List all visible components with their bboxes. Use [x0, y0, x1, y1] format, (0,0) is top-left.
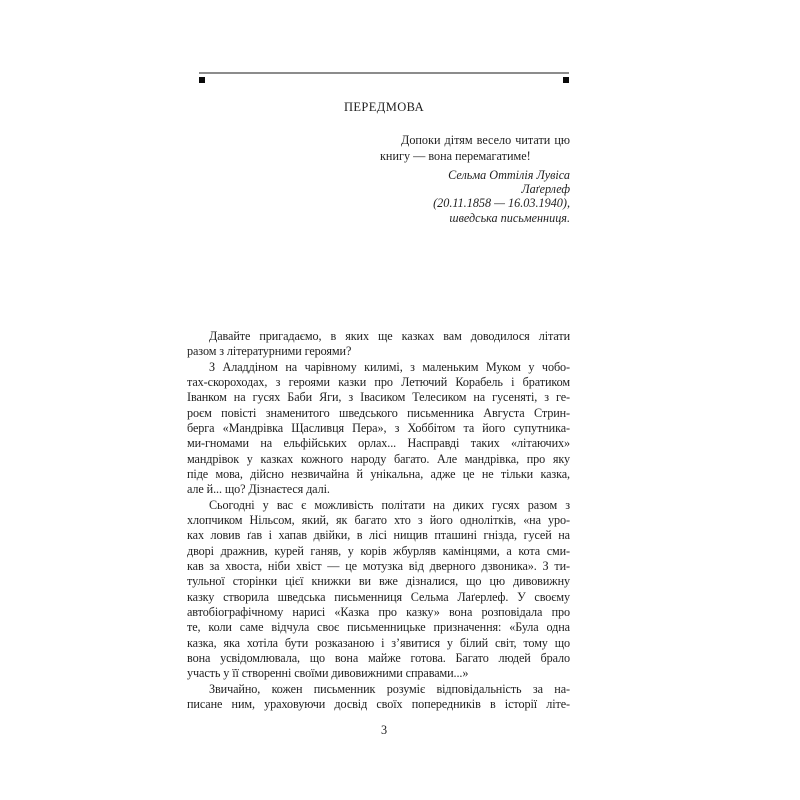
- body-line: тах-скороходах, з героями казки про Летючий Корабель і братиком: [187, 374, 570, 389]
- chapter-title: ПЕРЕДМОВА: [343, 100, 425, 114]
- body-line: вона усвідомлювала, що вона майже готова. Багато людей брало: [187, 650, 570, 665]
- header-ornament-left-square-icon: [199, 77, 205, 83]
- body-line: Давайте пригадаємо, в яких ще казках вам доводилося літати: [209, 329, 570, 343]
- body-line: тульної сторінки цієї книжки ви вже дізналися, що цю дивовижну: [187, 574, 570, 589]
- body-line: ми-гномами на ельфійських орлах... Насправді таких «літаючих»: [187, 436, 570, 451]
- body-line: казку створила шведська письменниця Сельма Лаґерлеф. У своєму: [187, 589, 570, 604]
- body-paragraph: [187, 329, 570, 360]
- body-line: Звичайно, кожен письменник розуміє відповідальність за на-: [209, 681, 570, 696]
- body-line: З Аладдіном на чарівному килимі, з маленьким Муком у чобо-: [209, 359, 570, 374]
- header-ornament-right-square-icon: [563, 77, 569, 83]
- body-paragraph: [187, 360, 570, 498]
- body-paragraph: [187, 498, 570, 682]
- body-text: [187, 329, 570, 712]
- body-line: Сьогодні у вас є можливість політати на диких гусях разом з: [209, 497, 570, 512]
- page-number: 3: [380, 723, 388, 737]
- body-line: Іванком на гусях Баби Яги, з Івасиком Телесиком на гусеняті, з ге-: [187, 390, 570, 405]
- epigraph-attribution-line: (20.11.1858 — 16.03.1940),: [433, 196, 570, 211]
- body-line: писане ним, ураховуючи досвід своїх попередників в історії літе-: [187, 696, 570, 711]
- body-line: разом з літературними героями?: [187, 344, 352, 359]
- epigraph-quote: [380, 133, 570, 164]
- body-line: але й... що? Дізнаєтеся далі.: [187, 482, 330, 497]
- body-line: автобіографічному нарисі «Казка про казку» вона розповідала про: [187, 604, 570, 619]
- body-line: роєм повісті знаменитого шведського письменника Августа Стрин-: [187, 405, 570, 420]
- body-line: казка, яка хотіла бути розказаною і з’явитися у білий світ, тому що: [187, 635, 570, 650]
- body-line: ках ловив ґав і хапав двійки, в лісі нищив пташині гнізда, гусей на: [187, 528, 570, 543]
- epigraph-quote-line: Допоки дітям весело читати цю: [401, 133, 570, 147]
- body-line: дворі дражнив, курей ганяв, у корів жбурляв камінцями, а кота сми-: [187, 543, 570, 558]
- body-line: хлопчиком Нільсом, який, як багато хто з його однолітків, «на уро-: [187, 512, 570, 527]
- body-line: берга «Мандрівка Щасливця Пера», з Хоббітом та його супутника-: [187, 420, 570, 435]
- epigraph-attribution: [330, 168, 570, 225]
- body-line: кав за хвоста, ніби хвіст — це мотузка від дверного дзвоника». З ти-: [187, 558, 570, 573]
- header-rule: [199, 72, 569, 74]
- body-line: мандрівок у казках кожного народу багато. Але мандрівка, про яку: [187, 451, 570, 466]
- body-paragraph: [187, 682, 570, 713]
- epigraph-attribution-line: Сельма Оттілія Лувіса: [448, 168, 570, 182]
- body-line: участь у її створенні своїми дивовижними справами...»: [187, 666, 469, 681]
- epigraph-attribution-line: Лаґерлеф: [521, 182, 570, 197]
- epigraph-attribution-line: шведська письменниця.: [449, 210, 570, 225]
- body-line: те, коли саме відчула своє письменницьке призначення: «Була одна: [187, 620, 570, 635]
- body-line: піде мова, дійсно незвичайна й унікальна, адже це не тільки казка,: [187, 466, 570, 481]
- epigraph-quote-line: книгу — вона перемагатиме!: [380, 148, 531, 163]
